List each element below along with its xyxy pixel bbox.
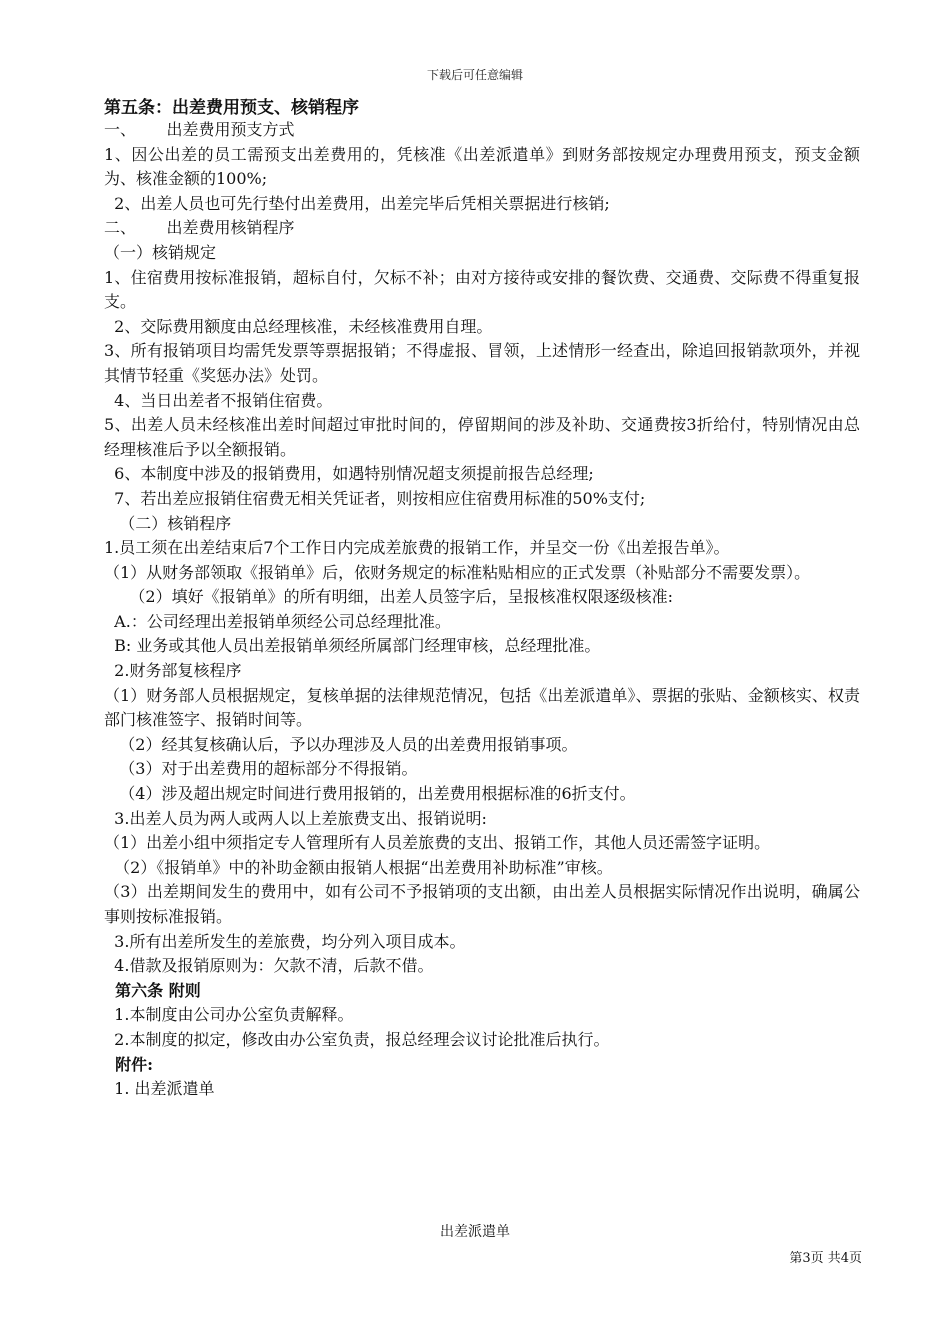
text-paragraph: 5、出差人员未经核准出差时间超过审批时间的，停留期间的涉及补助、交通费按3折给付，特别情况由总经理核准后予以全额报销。 [104, 415, 860, 459]
text-paragraph: （3）出差期间发生的费用中，如有公司不予报销项的支出额，由出差人员根据实际情况作出说明，确属公事则按标准报销。 [104, 882, 860, 926]
text-line: 7、若出差应报销住宿费无相关凭证者，则按相应住宿费用标准的50%支付; [104, 488, 646, 508]
page-header: 下载后可任意编辑 [426, 68, 523, 82]
text-line: 二、 出差费用核销程序 [104, 218, 295, 238]
text-line: B: 业务或其他人员出差报销单须经所属部门经理审核，总经理批准。 [104, 636, 601, 656]
text-line: （二）核销程序 [104, 513, 232, 533]
text-line: （2）经其复核确认后，予以办理涉及人员的出差费用报销事项。 [104, 734, 578, 754]
text-line: 3.出差人员为两人或两人以上差旅费支出、报销说明: [104, 808, 487, 828]
text-paragraph: （1）从财务部领取《报销单》后，依财务规定的标准粘贴相应的正式发票（补贴部分不需要发票）。 [104, 562, 811, 582]
text-line: 3.所有出差所发生的差旅费，均分列入项目成本。 [104, 931, 466, 951]
text-paragraph: （1）财务部人员根据规定，复核单据的法律规范情况，包括《出差派遣单》、票据的张贴、金额核实、权责部门核准签字、报销时间等。 [104, 685, 860, 730]
text-line: 1.本制度由公司办公室负责解释。 [104, 1005, 354, 1025]
document-body [104, 93, 860, 1102]
section-heading: 第五条：出差费用预支、核销程序 [104, 98, 359, 118]
text-line: 2、出差人员也可先行垫付出差费用，出差完毕后凭相关票据进行核销; [104, 193, 610, 213]
text-line: 4.借款及报销原则为：欠款不清，后款不借。 [104, 956, 434, 976]
text-line: 6、本制度中涉及的报销费用，如遇特别情况超支须提前报告总经理; [104, 464, 594, 484]
text-line: （4）涉及超出规定时间进行费用报销的，出差费用根据标准的6折支付。 [104, 784, 636, 804]
text-line: A.：公司经理出差报销单须经公司总经理批准。 [104, 611, 451, 631]
text-line: 2.财务部复核程序 [104, 661, 242, 681]
text-paragraph: （1）出差小组中须指定专人管理所有人员差旅费的支出、报销工作，其他人员还需签字证明。 [104, 833, 771, 853]
text-line: 2、交际费用额度由总经理核准，未经核准费用自理。 [104, 316, 493, 336]
text-line: 4、当日出差者不报销住宿费。 [104, 390, 333, 410]
text-line: 1. 出差派遣单 [104, 1079, 215, 1099]
text-paragraph: 3、所有报销项目均需凭发票等票据报销；不得虚报、冒领，上述情形一经查出，除追回报销款项外，并视其情节轻重《奖惩办法》处罚。 [104, 341, 860, 385]
section-heading: 第六条 附则 [104, 980, 201, 1000]
text-line: （2）填好《报销单》的所有明细，出差人员签字后，呈报核准权限逐级核准: [104, 587, 674, 607]
text-line: （2）《报销单》中的补助金额由报销人根据“出差费用补助标准”审核。 [104, 857, 613, 877]
next-page-title: 出差派遣单 [440, 1224, 510, 1240]
text-line: （3）对于出差费用的超标部分不得报销。 [104, 759, 418, 779]
text-line: 2.本制度的拟定，修改由办公室负责，报总经理会议讨论批准后执行。 [104, 1029, 610, 1049]
text-line: 一、 出差费用预支方式 [104, 120, 295, 139]
text-paragraph: 1.员工须在出差结束后7个工作日内完成差旅费的报销工作，并呈交一份《出差报告单》。 [104, 538, 730, 558]
text-paragraph: 1、因公出差的员工需预支出差费用的，凭核准《出差派遣单》到财务部按规定办理费用预支，预支金额为、核准金额的100%; [104, 144, 860, 189]
attachment-heading: 附件: [104, 1054, 154, 1074]
page-number: 第3页 共4页 [789, 1251, 862, 1266]
text-paragraph: 1、住宿费用按标准报销，超标自付，欠标不补；由对方接待或安排的餐饮费、交通费、交际费不得重复报支。 [104, 267, 860, 312]
text-line: （一）核销规定 [104, 242, 217, 262]
